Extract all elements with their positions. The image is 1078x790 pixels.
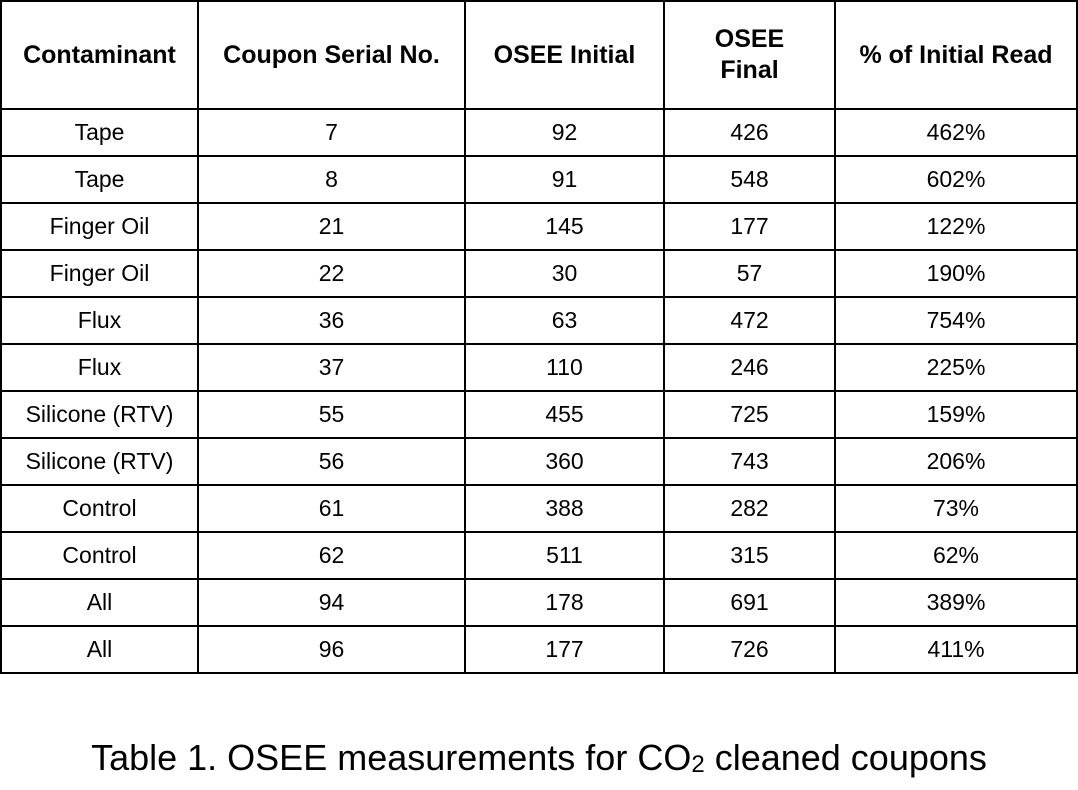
cell-coupon: 94 <box>198 579 465 626</box>
cell-coupon: 22 <box>198 250 465 297</box>
cell-final: 246 <box>664 344 835 391</box>
cell-percent: 122% <box>835 203 1077 250</box>
cell-initial: 360 <box>465 438 664 485</box>
cell-contaminant: Silicone (RTV) <box>1 438 198 485</box>
cell-coupon: 8 <box>198 156 465 203</box>
table-row <box>1 391 1077 438</box>
caption-text-after: cleaned coupons <box>704 737 987 778</box>
cell-final: 548 <box>664 156 835 203</box>
table-row <box>1 485 1077 532</box>
cell-contaminant: All <box>1 579 198 626</box>
table-header-row <box>1 1 1077 109</box>
header-contaminant: Contaminant <box>1 1 198 109</box>
cell-coupon: 96 <box>198 626 465 673</box>
cell-coupon: 62 <box>198 532 465 579</box>
cell-contaminant: Finger Oil <box>1 203 198 250</box>
table-row <box>1 579 1077 626</box>
header-osee-final <box>664 1 835 109</box>
cell-initial: 388 <box>465 485 664 532</box>
cell-final: 57 <box>664 250 835 297</box>
cell-percent: 602% <box>835 156 1077 203</box>
cell-percent: 62% <box>835 532 1077 579</box>
cell-final: 315 <box>664 532 835 579</box>
table-row <box>1 156 1077 203</box>
cell-contaminant: Finger Oil <box>1 250 198 297</box>
table-row <box>1 297 1077 344</box>
cell-final: 177 <box>664 203 835 250</box>
cell-initial: 30 <box>465 250 664 297</box>
cell-initial: 145 <box>465 203 664 250</box>
cell-coupon: 36 <box>198 297 465 344</box>
cell-coupon: 61 <box>198 485 465 532</box>
header-percent-initial: % of Initial Read <box>835 1 1077 109</box>
cell-percent: 159% <box>835 391 1077 438</box>
cell-percent: 411% <box>835 626 1077 673</box>
cell-final: 426 <box>664 109 835 156</box>
cell-percent: 206% <box>835 438 1077 485</box>
cell-percent: 225% <box>835 344 1077 391</box>
table-row <box>1 109 1077 156</box>
cell-final: 725 <box>664 391 835 438</box>
cell-contaminant: Silicone (RTV) <box>1 391 198 438</box>
cell-final: 282 <box>664 485 835 532</box>
cell-initial: 511 <box>465 532 664 579</box>
cell-initial: 178 <box>465 579 664 626</box>
cell-contaminant: Tape <box>1 109 198 156</box>
cell-percent: 190% <box>835 250 1077 297</box>
cell-final: 472 <box>664 297 835 344</box>
cell-contaminant: Control <box>1 532 198 579</box>
cell-coupon: 37 <box>198 344 465 391</box>
cell-coupon: 55 <box>198 391 465 438</box>
table-caption <box>0 733 1078 790</box>
cell-initial: 455 <box>465 391 664 438</box>
cell-initial: 63 <box>465 297 664 344</box>
table-row <box>1 438 1077 485</box>
cell-final: 691 <box>664 579 835 626</box>
table-row <box>1 344 1077 391</box>
cell-initial: 110 <box>465 344 664 391</box>
cell-percent: 389% <box>835 579 1077 626</box>
cell-contaminant: All <box>1 626 198 673</box>
table-row <box>1 203 1077 250</box>
cell-initial: 177 <box>465 626 664 673</box>
cell-percent: 73% <box>835 485 1077 532</box>
caption-text-before: Table 1. OSEE measurements for CO <box>91 737 692 778</box>
cell-percent: 754% <box>835 297 1077 344</box>
table-row <box>1 532 1077 579</box>
cell-contaminant: Flux <box>1 344 198 391</box>
table-body <box>1 109 1077 673</box>
cell-contaminant: Tape <box>1 156 198 203</box>
caption-subscript: 2 <box>691 751 705 778</box>
cell-contaminant: Control <box>1 485 198 532</box>
cell-percent: 462% <box>835 109 1077 156</box>
header-osee-final-line1: OSEE <box>714 25 785 53</box>
cell-coupon: 56 <box>198 438 465 485</box>
cell-final: 743 <box>664 438 835 485</box>
header-osee-initial: OSEE Initial <box>465 1 664 109</box>
header-coupon-serial: Coupon Serial No. <box>198 1 465 109</box>
table-row <box>1 250 1077 297</box>
cell-final: 726 <box>664 626 835 673</box>
cell-contaminant: Flux <box>1 297 198 344</box>
header-osee-final-line2: Final <box>720 56 779 84</box>
cell-initial: 91 <box>465 156 664 203</box>
table-row <box>1 626 1077 673</box>
cell-initial: 92 <box>465 109 664 156</box>
cell-coupon: 21 <box>198 203 465 250</box>
cell-coupon: 7 <box>198 109 465 156</box>
